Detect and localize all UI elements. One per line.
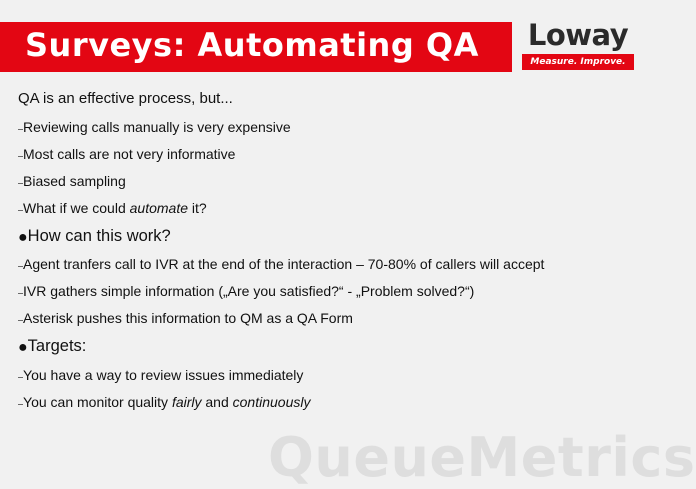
bullet-line xyxy=(18,146,235,162)
bullet-line xyxy=(18,119,291,135)
bullet-line xyxy=(18,310,353,326)
dash-bullet: – xyxy=(18,287,24,298)
emphasis-text: continuously xyxy=(232,394,311,410)
bullet-text: it? xyxy=(188,200,207,216)
bullet-line xyxy=(18,200,207,216)
heading-text: How can this work? xyxy=(27,227,171,245)
bullet-line xyxy=(18,256,544,272)
intro-line: QA is an effective process, but... xyxy=(18,90,233,107)
heading-line xyxy=(18,337,86,357)
bullet-line xyxy=(18,283,474,299)
bullet-line xyxy=(18,367,303,383)
dash-bullet: – xyxy=(18,398,24,409)
dash-bullet: – xyxy=(18,123,24,134)
bullet-line xyxy=(18,173,126,189)
bullet-text: IVR gathers simple information („Are you satisfied?“ - „Problem solved?“) xyxy=(23,283,475,299)
emphasis-text: fairly xyxy=(171,394,202,410)
loway-logo xyxy=(522,18,634,72)
bullet-line xyxy=(18,394,310,410)
dash-bullet: – xyxy=(18,177,24,188)
dash-bullet: – xyxy=(18,260,24,271)
heading-line xyxy=(18,227,171,247)
bullet-text: Asterisk pushes this information to QM as a QA Form xyxy=(23,310,353,326)
dash-bullet: – xyxy=(18,150,24,161)
bullet-text: Biased sampling xyxy=(23,173,126,189)
emphasis-text: automate xyxy=(129,200,188,216)
bullet-text: and xyxy=(201,394,233,410)
dash-bullet: – xyxy=(18,204,24,215)
logo-tagline: Measure. Improve. xyxy=(522,54,634,70)
bullet-text: You have a way to review issues immediately xyxy=(23,367,304,383)
bullet-text: You can monitor quality xyxy=(23,394,172,410)
logo-word: Loway xyxy=(527,18,629,52)
bullet-text: What if we could xyxy=(23,200,130,216)
dot-bullet: ● xyxy=(18,339,28,356)
slide-title: Surveys: Automating QA xyxy=(25,26,479,64)
dot-bullet: ● xyxy=(18,229,28,246)
heading-text: Targets: xyxy=(27,337,87,355)
dash-bullet: – xyxy=(18,314,24,325)
queuemetrics-watermark: QueueMetrics xyxy=(268,426,696,489)
dash-bullet: – xyxy=(18,371,24,382)
bullet-text: Agent tranfers call to IVR at the end of the interaction – 70-80% of callers will accept xyxy=(23,256,545,272)
bullet-text: Most calls are not very informative xyxy=(23,146,236,162)
bullet-text: Reviewing calls manually is very expensive xyxy=(23,119,291,135)
